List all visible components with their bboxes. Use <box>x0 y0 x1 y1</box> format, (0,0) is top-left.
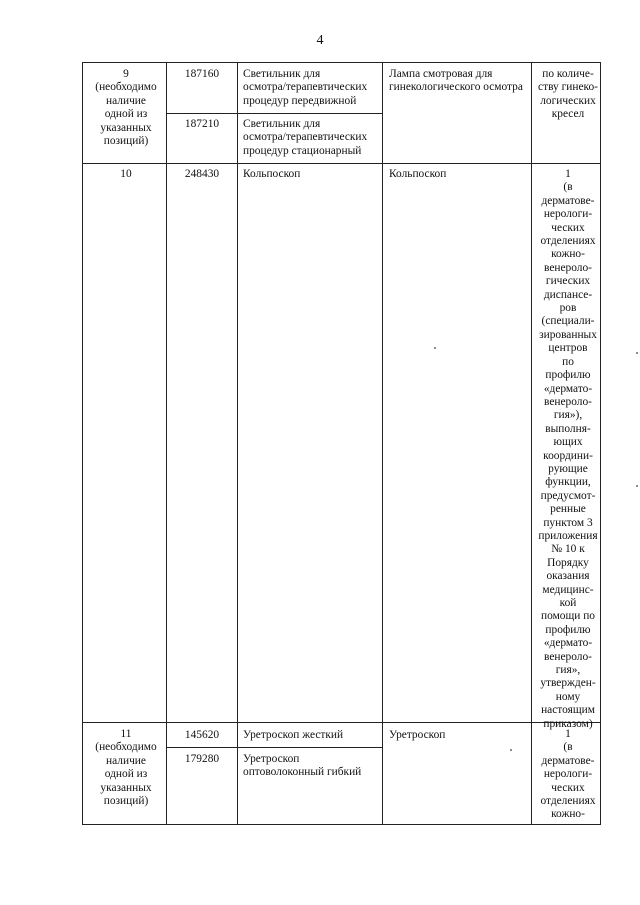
row-9-subdivider <box>166 113 382 114</box>
scan-speck <box>636 352 638 354</box>
row-11-number: 11 (необходимо наличие одной из указанных позиций) <box>95 728 157 808</box>
column-divider-3 <box>382 62 383 825</box>
row-9-quantity: по количе- ству гинеко- логических кресел <box>538 68 598 121</box>
page-number: 4 <box>316 33 324 48</box>
row-11-name-2: Уретроскоп оптоволоконный гибкий <box>243 753 362 779</box>
row-11-equipment: Уретроскоп <box>389 729 446 741</box>
row-11-quantity: 1 (в дерматове- нерологи- ческих отделениях кожно- <box>540 728 596 821</box>
row-10-equipment: Кольпоскоп <box>389 168 447 180</box>
column-divider-1 <box>166 62 167 825</box>
table-border-top <box>82 62 600 63</box>
row-9-name-2: Светильник для осмотра/терапевтических процедур стационарный <box>243 118 368 157</box>
row-divider-9-10 <box>82 163 600 164</box>
row-10-number: 10 <box>120 168 132 180</box>
table-border-left <box>82 62 83 825</box>
scan-speck <box>434 347 436 349</box>
row-11-code-2: 179280 <box>184 753 220 765</box>
row-9-code-1: 187160 <box>184 68 220 80</box>
row-9-name-1: Светильник для осмотра/терапевтических процедур передвижной <box>243 68 368 107</box>
column-divider-2 <box>237 62 238 825</box>
scan-speck <box>510 749 512 751</box>
row-11-subdivider <box>166 747 382 748</box>
row-9-equipment: Лампа смотровая для гинекологического осмотра <box>389 68 523 94</box>
row-10-code-1: 248430 <box>184 168 220 180</box>
row-9-code-2: 187210 <box>184 118 220 130</box>
scan-speck <box>636 485 638 487</box>
column-divider-4 <box>531 62 532 825</box>
row-10-quantity: 1 (в дерматове- нерологи- ческих отделениях кожно- венероло- гических диспансе- ров (специали- зированных центров по профилю «дермато- венероло- гия»), выполня- ющих координи- рующие функции, предусмот- ренные пунктом 3 приложения № 10 к Порядку оказания медицинс- кой помощи по профилю «дермато- венероло- гия», утвержден- ному настоящим приказом) <box>538 168 598 730</box>
table-border-bottom <box>82 824 600 825</box>
row-11-name-1: Уретроскоп жесткий <box>243 729 344 741</box>
row-11-code-1: 145620 <box>184 729 220 741</box>
row-10-name-1: Кольпоскоп <box>243 168 301 180</box>
row-divider-10-11 <box>82 722 600 723</box>
row-9-number: 9 (необходимо наличие одной из указанных позиций) <box>95 68 157 148</box>
